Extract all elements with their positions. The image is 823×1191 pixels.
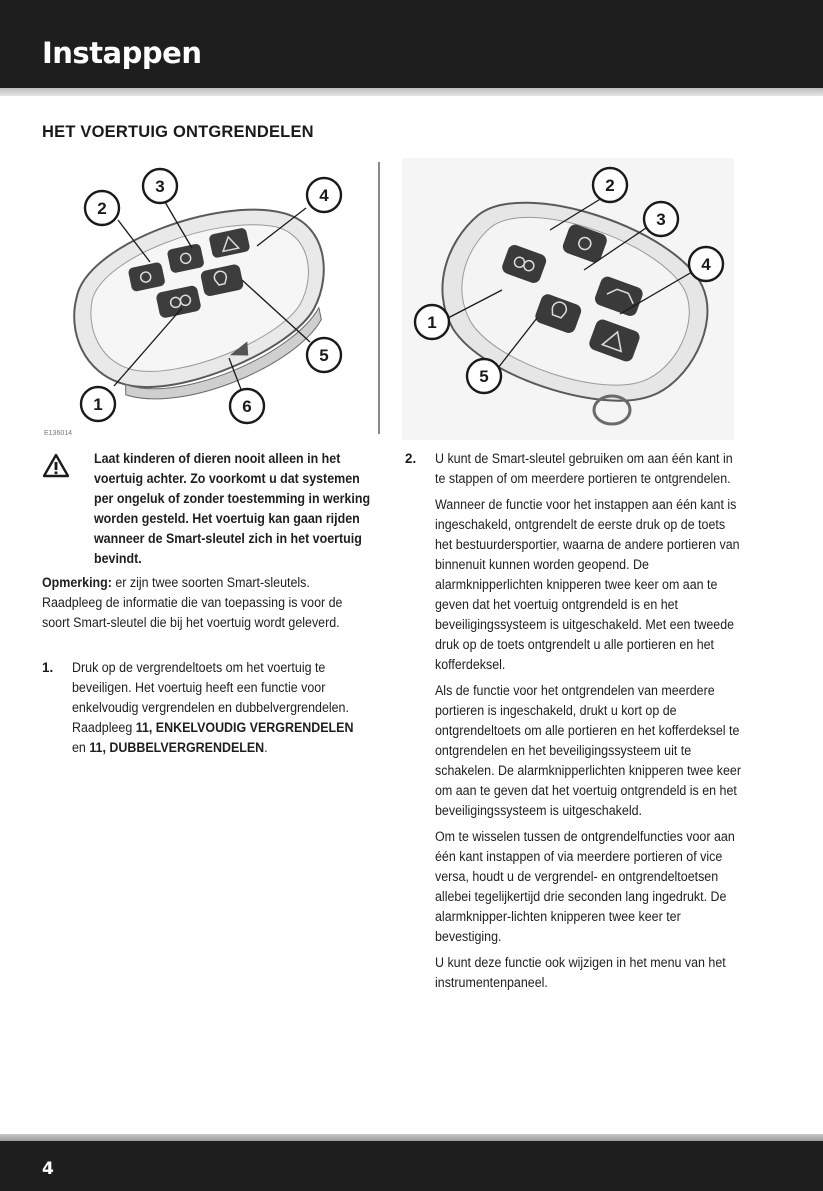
list-item-body <box>72 658 365 758</box>
callout-4 <box>689 247 723 281</box>
section-heading: HET VOERTUIG ONTGRENDELEN <box>42 123 314 141</box>
paragraph: Wanneer de functie voor het instappen aan één kant is ingeschakeld, ontgrendelt de eerste druk op de toets het bestuurdersportier, waarna de andere portieren van binnenuit kunnen worden geopend. De alarmknipperlichten knipperen twee keer om aan te geven dat het voertuig ontgrendeld is en het beveiligingssysteem is uitgeschakeld. Met een tweede druk op de toets ontgrendelt u alle portieren en het kofferdeksel. <box>435 497 740 672</box>
list-item-number: 1. <box>42 660 54 675</box>
figure-divider <box>378 162 380 434</box>
svg-text:3: 3 <box>656 210 666 229</box>
callout-1 <box>81 387 115 421</box>
note-label: Opmerking: <box>42 575 112 590</box>
callout-3 <box>143 169 177 203</box>
list-item-number: 2. <box>405 451 417 466</box>
warning-text: Laat kinderen of dieren nooit alleen in het voertuig achter. Zo voorkomt u dat systemen per ongeluk of zonder toestemming in werking worden gesteld. Het voertuig kan gaan rijden wanneer de Smart-sleutel zich in het voertuig bevindt. <box>94 451 371 566</box>
callout-4 <box>307 178 341 212</box>
header-divider <box>0 88 823 96</box>
paragraph: U kunt deze functie ook wijzigen in het menu van het instrumentenpaneel. <box>435 955 726 990</box>
callout-6 <box>230 389 264 423</box>
chapter-title: Instappen <box>42 36 202 70</box>
cross-reference-double-lock[interactable]: 11, DUBBELVERGRENDELEN <box>89 740 265 755</box>
svg-text:6: 6 <box>242 397 252 416</box>
smart-key-figure-left <box>42 160 368 440</box>
footer-divider <box>0 1134 823 1141</box>
note-paragraph <box>42 573 363 633</box>
warning-triangle-icon <box>42 453 70 479</box>
item1-end: . <box>264 740 268 755</box>
svg-text:3: 3 <box>155 177 165 196</box>
callout-5 <box>307 338 341 372</box>
note-text: er zijn twee soorten Smart-sleutels. Raadpleeg de informatie die van toepassing is voor de soort Smart-sleutel die bij het voertuig wordt geleverd. <box>42 575 343 630</box>
callout-1 <box>415 305 449 339</box>
svg-text:5: 5 <box>319 346 329 365</box>
paragraph: Als de functie voor het ontgrendelen van meerdere portieren is ingeschakeld, drukt u kort op de ontgrendeltoets om alle portieren en het kofferdeksel te ontgrendelen en het beveiligingssysteem uit te schakelen. De alarmknipperlichten knipperen twee keer om aan te geven dat het voertuig ontgrendeld is en het beveiligingssysteem is uitgeschakeld. <box>435 683 741 818</box>
svg-text:2: 2 <box>605 176 615 195</box>
paragraph: U kunt de Smart-sleutel gebruiken om aan één kant in te stappen of om meerdere portieren te ontgrendelen. <box>435 451 733 486</box>
svg-text:2: 2 <box>97 199 107 218</box>
svg-text:4: 4 <box>701 255 711 274</box>
figure-code: E136014 <box>44 430 73 437</box>
callout-2 <box>85 191 119 225</box>
page-footer <box>0 1141 823 1191</box>
callout-3 <box>644 202 678 236</box>
svg-text:5: 5 <box>479 367 489 386</box>
svg-text:4: 4 <box>319 186 329 205</box>
cross-reference-single-lock[interactable]: 11, ENKELVOUDIG VERGRENDELEN <box>135 720 354 735</box>
svg-text:1: 1 <box>427 313 437 332</box>
list-item-body <box>435 449 742 999</box>
paragraph: Om te wisselen tussen de ontgrendelfuncties voor aan één kant instappen of via meerdere portieren of vice versa, houdt u de vergrendel- en ontgrendeltoetsen allebei tegelijkertijd drie seconden lang ingedrukt. De alarmknipper-lichten knipperen twee keer ter bevestiging. <box>435 829 735 944</box>
smart-key-figure-right <box>402 158 734 440</box>
callout-2 <box>593 168 627 202</box>
page-number: 4 <box>42 1159 54 1179</box>
page-header <box>0 0 823 88</box>
callout-5 <box>467 359 501 393</box>
item1-conjunction: en <box>72 740 90 755</box>
svg-text:1: 1 <box>93 395 103 414</box>
item1-text: Druk op de vergrendeltoets om het voertuig te beveiligen. Het voertuig heeft een functie voor enkelvoudig vergrendelen en dubbelvergrendelen. Raadpleeg <box>72 660 349 735</box>
